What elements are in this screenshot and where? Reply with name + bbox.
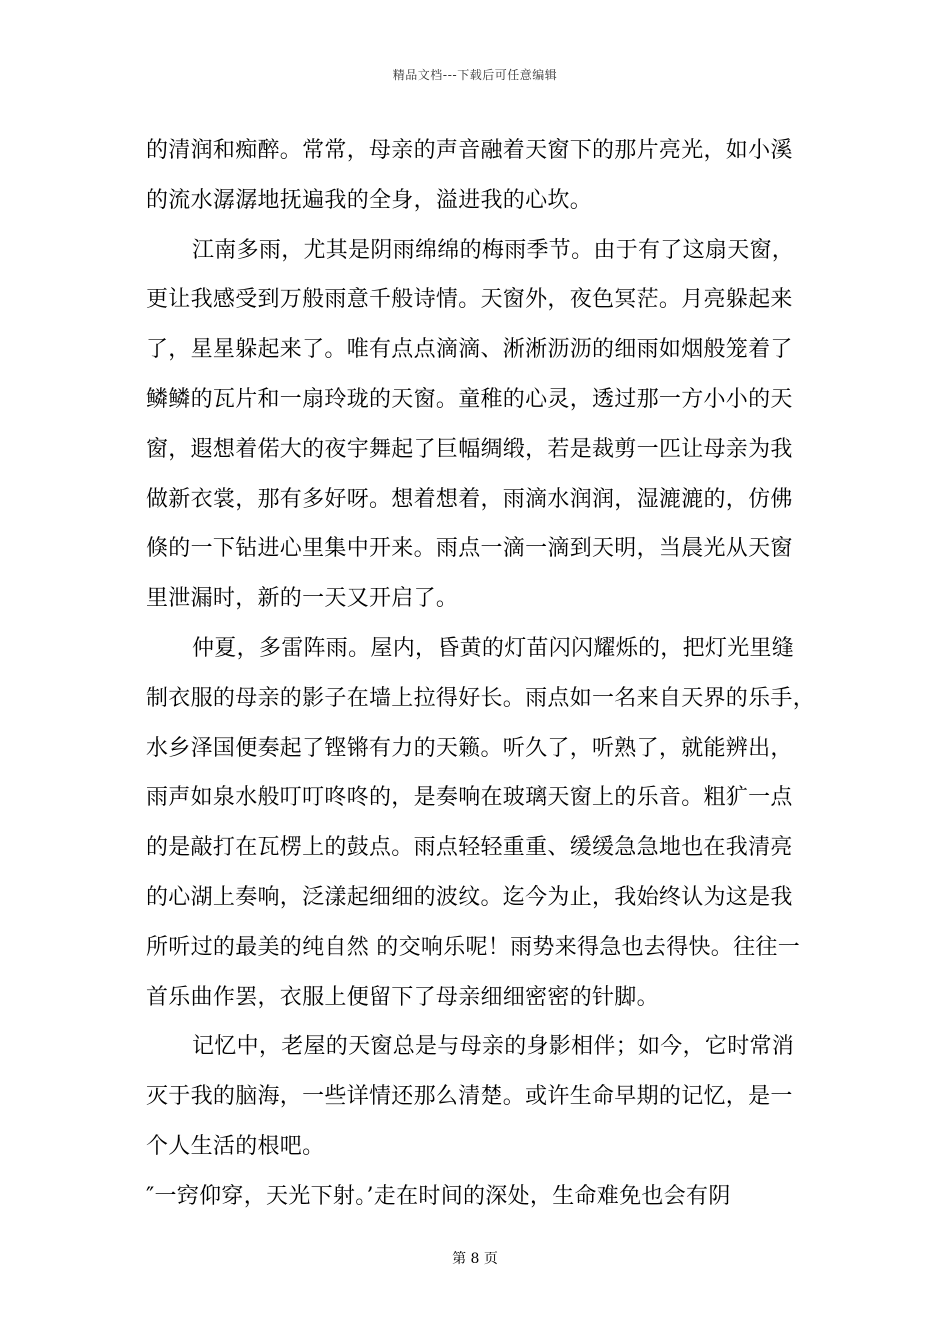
text-line: 所听过的最美的纯自然 的交响乐呢！雨势来得急也去得快。往往一 [146,934,800,960]
text-line: 更让我感受到万般雨意千般诗情。天窗外，夜色冥茫。月亮躲起来 [146,287,793,313]
paragraph-start-line: 仲夏，多雷阵雨。屋内，昏黄的灯苗闪闪耀烁的，把灯光里缝 [192,635,795,661]
text-line: 鳞鳞的瓦片和一扇玲珑的天窗。童稚的心灵，透过那一方小小的天 [146,386,793,412]
text-line: 灭于我的脑海，一些详情还那么清楚。或许生命早期的记忆，是一 [146,1084,793,1110]
text-line: 里泄漏时，新的一天又开启了。 [146,586,459,612]
text-line: 水乡泽国便奏起了铿锵有力的天籁。听久了，听熟了，就能辨出， [146,735,793,761]
paragraph-start-line: 江南多雨，尤其是阴雨绵绵的梅雨季节。由于有了这扇天窗， [192,237,795,263]
text-line: 的清润和痴醉。常常，母亲的声音融着天窗下的那片亮光，如小溪 [146,138,793,163]
text-line: 的流水潺潺地抚遍我的全身，溢进我的心坎。 [146,187,593,213]
paragraph-start-line: 记忆中，老屋的天窗总是与母亲的身影相伴；如今，它时常消 [192,1034,795,1060]
text-line: 雨声如泉水般叮叮咚咚的，是奏响在玻璃天窗上的乐音。粗犷一点 [146,785,793,811]
paragraph-start-line: ″一窍仰穿，天光下射。’走在时间的深处，生命难免也会有阴 [146,1183,731,1209]
body-text [146,126,816,1222]
text-line: 个人生活的根吧。 [146,1133,325,1159]
text-line: 做新衣裳，那有多好呀。想着想着，雨滴水润润，湿漉漉的，仿佛 [146,486,793,512]
page-header: 精品文档---下载后可任意编辑 [392,68,558,82]
text-line: 的是敲打在瓦楞上的鼓点。雨点轻轻重重、缓缓急急地也在我清亮 [146,835,793,861]
text-line: 首乐曲作罢，衣服上便留下了母亲细细密密的针脚。 [146,984,659,1010]
text-line: 了，星星躲起来了。唯有点点滴滴、淅淅沥沥的细雨如烟般笼着了 [146,337,793,363]
text-line: 倏的一下钻进心里集中开来。雨点一滴一滴到天明，当晨光从天窗 [146,536,793,562]
text-line: 窗，遐想着偌大的夜宇舞起了巨幅绸缎，若是裁剪一匹让母亲为我 [146,436,793,462]
text-line: 制衣服的母亲的影子在墙上拉得好长。雨点如一名来自天界的乐手， [146,685,816,711]
page-number: 第 8 页 [452,1251,498,1267]
text-line: 的心湖上奏响，泛漾起细细的波纹。迄今为止，我始终认为这是我 [146,884,793,910]
